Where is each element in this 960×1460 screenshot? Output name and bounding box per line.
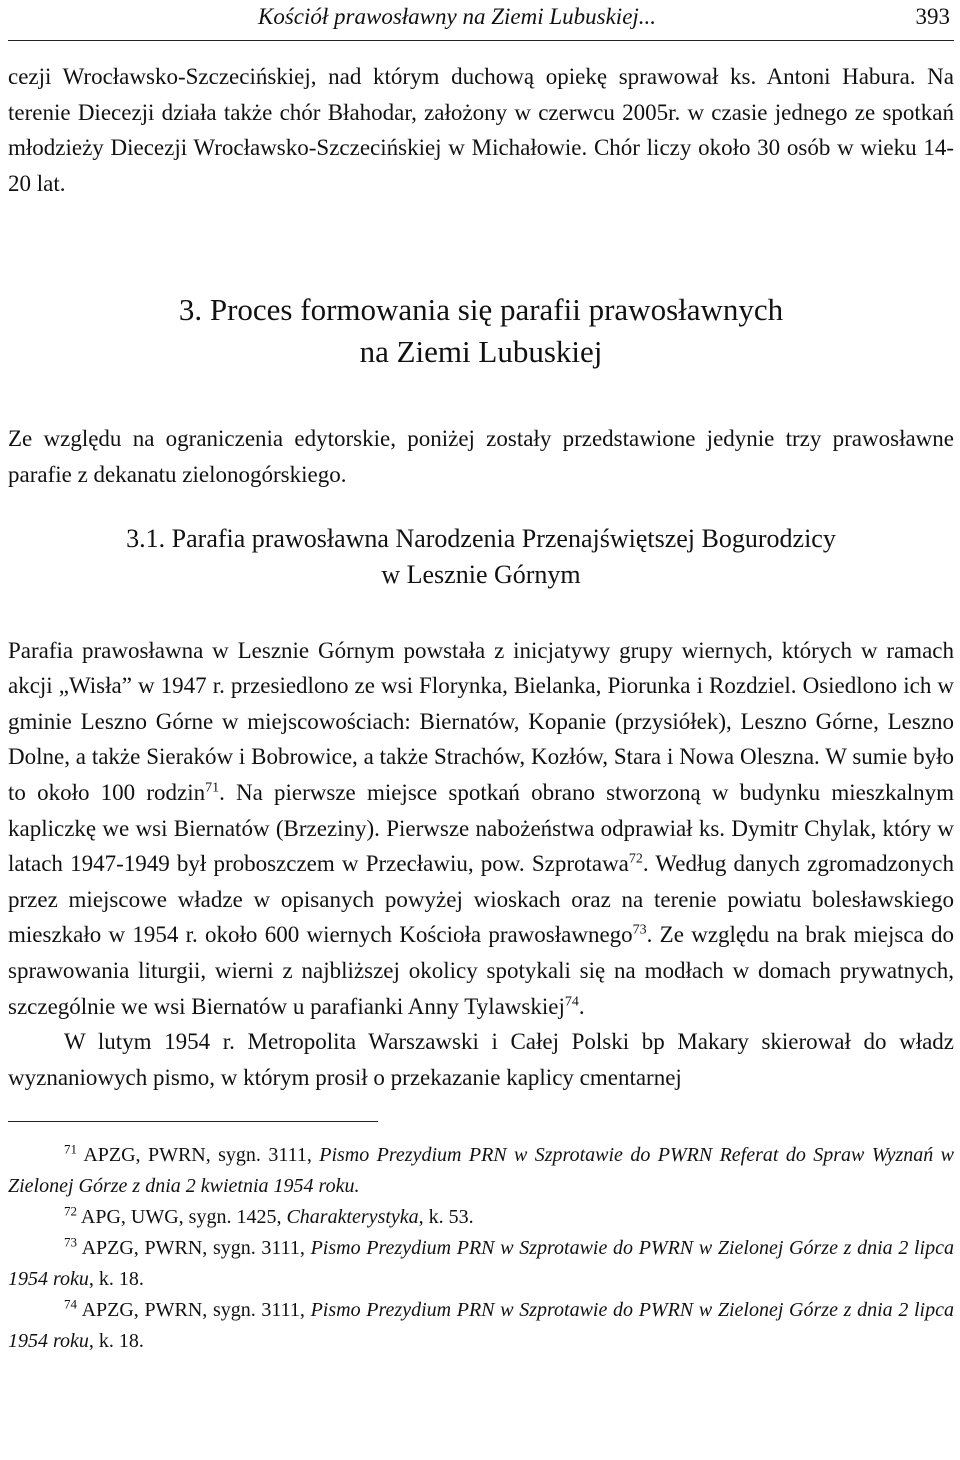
body-paragraph-2: W lutym 1954 r. Metropolita Warszawski i Całej Polski bp Makary skierował do władz wyznaniowych pismo, w którym prosił o przekazanie kaplicy cmentarnej	[8, 1029, 954, 1090]
footnote-72	[8, 1202, 954, 1233]
footnote-number: 73	[64, 1234, 77, 1250]
text-run: Parafia prawosławna w Lesznie Górnym powstała z inicjatywy grupy wiernych, których w ramach akcji „Wisła” w 1947 r. przesiedlono ze wsi Florynka, Bielanka, Piorunka i Rozdziel. Osiedlono ich w gminie Leszno Górne w miejscowościach: Biernatów, Kopanie (przysiółek), Leszno Górne, Leszno Dolne, a także Sieraków i Bobrowice, a także Strachów, Kozłów, Stara i Nowa Oleszna. W sumie było to około 100 rodzin	[8, 637, 954, 805]
subsection-heading	[8, 521, 954, 593]
footnote-tail: , k. 18.	[88, 1330, 144, 1353]
footnote-ref-74[interactable]: 74	[564, 993, 579, 1009]
footnote-tail: , k. 53.	[418, 1206, 474, 1229]
footnote-number: 71	[64, 1141, 77, 1157]
footnote-ref-71[interactable]: 71	[205, 780, 220, 796]
footnote-71	[8, 1140, 954, 1202]
text-run: .	[578, 993, 585, 1019]
footnote-number: 72	[64, 1203, 77, 1219]
running-title: Kościół prawosławny na Ziemi Lubuskiej...	[258, 4, 657, 29]
intro-paragraph: cezji Wrocławsko-Szczecińskiej, nad którym duchową opiekę sprawował ks. Antoni Habura. Na terenie Diecezji działa także chór Błahodar, założony w czerwcu 2005r. w czasie jednego ze spotkań młodzieży Diecezji Wrocławsko-Szczecińskiej w Michałowie. Chór liczy około 30 osób w wieku 14-20 lat.	[8, 64, 954, 196]
text-run: . Według danych zgromadzonych przez miejscowe władze w opisanych powyżej wioskach oraz na terenie powiatu bolesławskiego mieszkało w 1954 r. około 600 wiernych Kościoła prawosławnego	[8, 851, 954, 948]
footnote-title: Pismo Prezydium PRN w Szprotawie do PWRN w Zielonej Górze z dnia 2 lipca 1954 roku	[8, 1237, 954, 1291]
footnote-source: APZG, PWRN, sygn. 3111,	[81, 1299, 311, 1322]
body-paragraph-1	[8, 633, 954, 1025]
footnote-divider	[8, 1121, 378, 1122]
footnote-title: Pismo Prezydium PRN w Szprotawie do PWRN Referat do Spraw Wyznań w Zielonej Górze z dnia 2 kwietnia 1954 roku.	[8, 1144, 955, 1198]
footnote-73	[8, 1233, 954, 1295]
footnote-source: APZG, PWRN, sygn. 3111,	[81, 1237, 311, 1260]
footnote-source: APG, UWG, sygn. 1425,	[80, 1206, 287, 1229]
document-page	[8, 0, 954, 1357]
text-run: . Ze względu na brak miejsca do sprawowania liturgii, wierni z najbliższej okolicy spotykali się na modłach w domach prywatnych, szczególnie we wsi Biernatów u parafianki Anny Tylawskiej	[8, 922, 954, 1019]
text-run: . Na pierwsze miejsce spotkań obrano stworzoną w budynku mieszkalnym kapliczkę we wsi Biernatów (Brzeziny). Pierwsze nabożeństwa odprawiał ks. Dymitr Chylak, który w latach 1947-1949 był proboszczem w Przecławiu, pow. Szprotawa	[8, 779, 954, 877]
subsection-heading-line2: w Lesznie Górnym	[381, 559, 581, 589]
footnote-source: APZG, PWRN, sygn. 3111,	[83, 1144, 320, 1167]
subsection-heading-line1: 3.1. Parafia prawosławna Narodzenia Przenajświętszej Bogurodzicy	[126, 523, 836, 553]
footnote-74	[8, 1295, 954, 1357]
footnote-tail: , k. 18.	[88, 1268, 144, 1291]
section-heading-line1: 3. Proces formowania się parafii prawosławnych	[178, 292, 784, 328]
footnote-title: Pismo Prezydium PRN w Szprotawie do PWRN w Zielonej Górze z dnia 2 lipca 1954 roku	[8, 1299, 954, 1353]
page-number: 393	[915, 4, 950, 29]
section-paragraph: Ze względu na ograniczenia edytorskie, poniżej zostały przedstawione jedynie trzy prawosławne parafie z dekanatu zielonogórskiego.	[8, 426, 954, 487]
section-heading-line2: na Ziemi Lubuskiej	[359, 334, 603, 370]
footnote-ref-73[interactable]: 73	[632, 922, 647, 938]
footnote-title: Charakterystyka	[286, 1206, 419, 1229]
running-header	[8, 0, 954, 41]
footnote-ref-72[interactable]: 72	[628, 851, 643, 867]
section-heading	[8, 289, 954, 373]
footnote-number: 74	[64, 1296, 77, 1312]
